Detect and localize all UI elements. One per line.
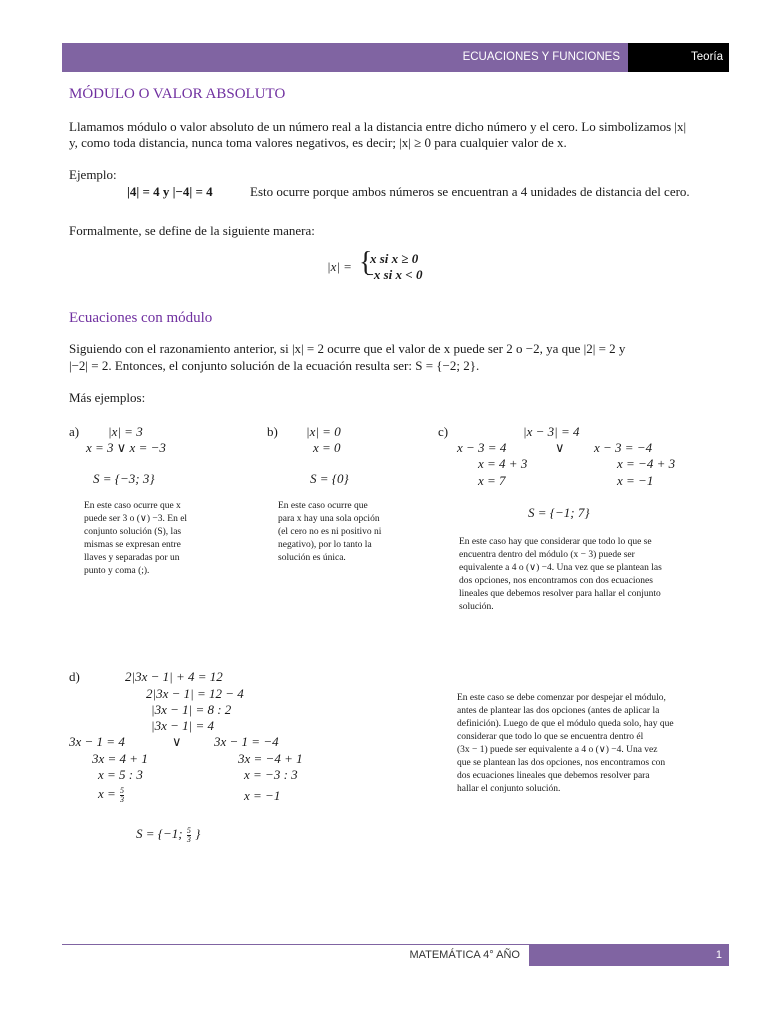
- ex-c-note-line: lineales que debemos resolver para hallar el conjunto: [459, 589, 661, 599]
- ex-a-note-line: mismas se expresan entre: [84, 540, 181, 550]
- ex-d-solution-den: 3: [186, 834, 191, 844]
- ex-d-note-line: considerar que todo lo que se encuentra dentro él: [457, 732, 644, 742]
- ex-d-right-2: 3x = −4 + 1: [238, 751, 303, 766]
- ex-c-note-line: equivalente a 4 o (∨) −4. Una vez que se plantean las: [459, 563, 662, 573]
- ex-a-label: a): [69, 424, 80, 439]
- ex-a-note-line: llaves y separadas por un: [84, 553, 180, 563]
- ex-d-step-2: 2|3x − 1| = 12 − 4: [146, 686, 244, 701]
- ex-d-solution-fraction: [187, 827, 191, 844]
- ex-c-right-2: x = −4 + 3: [617, 456, 676, 471]
- ex-d-fraction-den: 3: [120, 794, 125, 804]
- ex-a-note-line: puede ser 3 o (∨) −3. En el: [84, 514, 188, 524]
- ex-d-right-4: x = −1: [244, 788, 281, 803]
- ex-d-note-line: que se plantean las dos opciones, nos encontramos con: [457, 758, 666, 768]
- more-examples-label: Más ejemplos:: [69, 390, 146, 405]
- intro-line-1: Llamamos módulo o valor absoluto de un número real a la distancia entre dicho número y el cero. Lo simbolizamos |x|: [69, 119, 687, 134]
- ex-d-step-3: |3x − 1| = 8 : 2: [151, 702, 232, 717]
- ex-b-note-line: negativo), por lo tanto la: [278, 540, 372, 550]
- formal-lhs: |x| =: [327, 259, 352, 274]
- example-label: Ejemplo:: [69, 167, 117, 182]
- section-title: Ecuaciones con módulo: [69, 310, 213, 326]
- ex-d-right-1: 3x − 1 = −4: [214, 734, 279, 749]
- formal-brace: {: [359, 247, 373, 278]
- ex-a-note-line: En este caso ocurre que x: [84, 501, 181, 511]
- ex-c-note-line: dos opciones, nos encontramos con dos ecuaciones: [459, 576, 653, 586]
- ex-a-line-1: |x| = 3: [108, 424, 143, 439]
- example-text: Esto ocurre porque ambos números se encuentran a 4 unidades de distancia del cero.: [250, 184, 690, 199]
- ex-d-left-4: [98, 786, 125, 804]
- ex-d-label: d): [69, 669, 80, 684]
- ex-c-left-3: x = 7: [478, 473, 506, 488]
- ex-a-solution: S = {−3; 3}: [93, 471, 155, 486]
- formal-case-2: −x si x < 0: [366, 267, 423, 282]
- formal-text: Formalmente, se define de la siguiente manera:: [69, 223, 315, 238]
- ex-d-solution-prefix: S = {−1;: [136, 826, 183, 841]
- ex-c-or: ∨: [555, 440, 565, 455]
- ex-b-solution: S = {0}: [310, 471, 349, 486]
- ex-b-note-line: solución es única.: [278, 553, 346, 563]
- ex-a-note: [84, 500, 187, 578]
- ex-b-line-1: |x| = 0: [306, 424, 341, 439]
- ex-b-line-2: x = 0: [313, 440, 341, 455]
- ex-b-note: [278, 500, 381, 565]
- ex-c-right-3: x = −1: [617, 473, 654, 488]
- ex-d-fraction-num: 5: [120, 785, 125, 795]
- ex-d-note-line: En este caso se debe comenzar por despejar el módulo,: [457, 693, 666, 703]
- ex-d-fraction: [120, 787, 124, 804]
- ex-c-note-line: En este caso hay que considerar que todo lo que se: [459, 537, 652, 547]
- ex-d-solution-suffix: }: [195, 826, 201, 841]
- ex-d-left-4-text: x =: [98, 786, 116, 801]
- ex-c-right-1: x − 3 = −4: [594, 440, 653, 455]
- ex-d-note-line: definición). Luego de que el módulo queda solo, hay que: [457, 719, 674, 729]
- ex-d-solution: [136, 826, 200, 844]
- ex-b-note-line: (el cero no es ni positivo ni: [278, 527, 382, 537]
- ex-d-left-2: 3x = 4 + 1: [92, 751, 148, 766]
- header-section-title: ECUACIONES Y FUNCIONES: [462, 51, 620, 63]
- ex-d-step-1: 2|3x − 1| + 4 = 12: [125, 669, 223, 684]
- ex-c-line-1: |x − 3| = 4: [523, 424, 580, 439]
- formal-case-1: x si x ≥ 0: [370, 251, 419, 266]
- ex-c-note: [459, 536, 662, 614]
- page-number: 1: [715, 949, 722, 961]
- ex-b-note-line: para x hay una sola opción: [278, 514, 380, 524]
- ex-c-label: c): [438, 424, 449, 439]
- ex-c-note-line: solución.: [459, 602, 494, 612]
- header-tag: Teoría: [691, 51, 723, 63]
- ex-d-note-line: hallar el conjunto solución.: [457, 784, 561, 794]
- ex-a-note-line: conjunto solución (S), las: [84, 527, 182, 537]
- ex-d-right-3: x = −3 : 3: [244, 767, 298, 782]
- ex-d-step-4: |3x − 1| = 4: [151, 718, 214, 733]
- ex-d-note-line: dos ecuaciones lineales que debemos resolver para: [457, 771, 650, 781]
- ex-d-note-line: (3x − 1) puede ser equivalente a 4 o (∨) −4. Una vez: [457, 745, 658, 755]
- ex-c-solution: S = {−1; 7}: [528, 505, 590, 520]
- ex-d-left-3: x = 5 : 3: [98, 767, 143, 782]
- ex-c-left-2: x = 4 + 3: [478, 456, 528, 471]
- ex-b-label: b): [267, 424, 278, 439]
- ex-d-note-line: antes de plantear las dos opciones (antes de aplicar la: [457, 706, 660, 716]
- ex-a-line-2: x = 3 ∨ x = −3: [86, 440, 166, 455]
- section-line-2: |−2| = 2. Entonces, el conjunto solución de la ecuación resulta ser: S = {−2; 2}.: [69, 358, 480, 373]
- ex-b-note-line: En este caso ocurre que: [278, 501, 368, 511]
- ex-c-left-1: x − 3 = 4: [457, 440, 507, 455]
- ex-d-left-1: 3x − 1 = 4: [69, 734, 125, 749]
- ex-d-solution-num: 5: [186, 825, 191, 835]
- example-math: |4| = 4 y |−4| = 4: [127, 184, 213, 199]
- ex-d-or: ∨: [172, 734, 182, 749]
- intro-line-2: y, como toda distancia, nunca toma valores negativos, es decir; |x| ≥ 0 para cualquier valor de x.: [69, 135, 567, 150]
- section-line-1: Siguiendo con el razonamiento anterior, si |x| = 2 ocurre que el valor de x puede ser 2 o −2, ya que |2| = 2 y: [69, 341, 626, 356]
- ex-d-note: [457, 692, 674, 796]
- ex-c-note-line: encuentra dentro del módulo (x − 3) puede ser: [459, 550, 635, 560]
- footer-subject: MATEMÁTICA 4° AÑO: [409, 949, 520, 961]
- ex-a-note-line: punto y coma (;).: [84, 566, 150, 576]
- page-title: MÓDULO O VALOR ABSOLUTO: [69, 86, 286, 102]
